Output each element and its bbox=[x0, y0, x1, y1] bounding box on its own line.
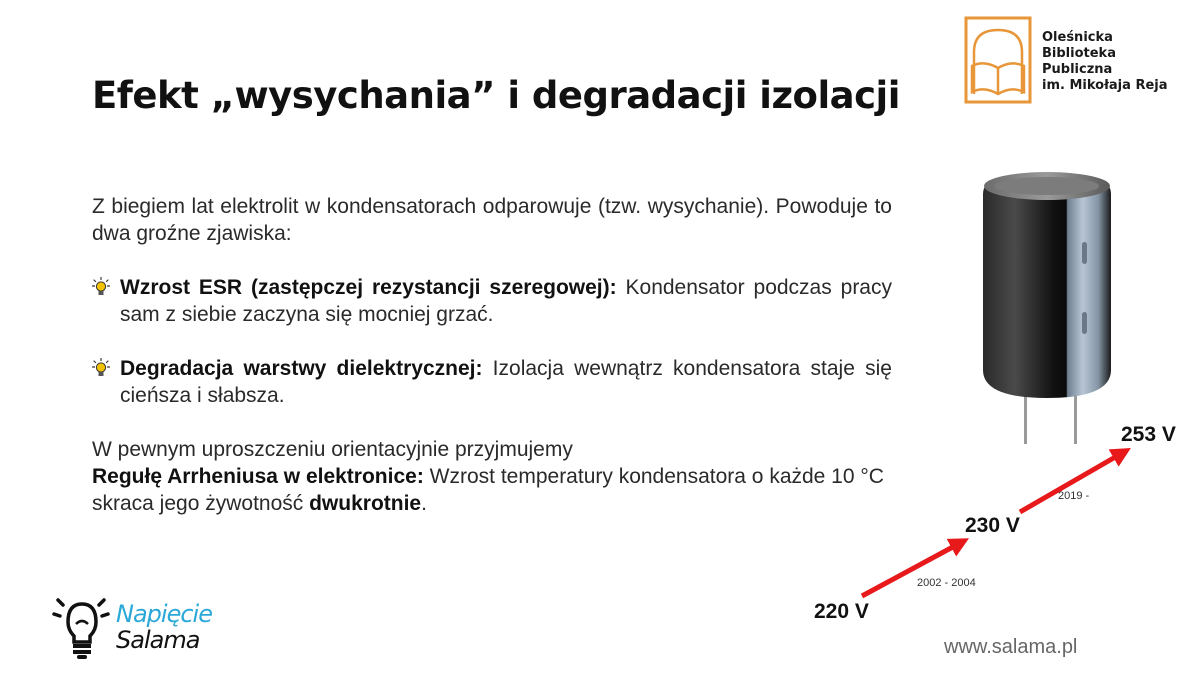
library-book-icon bbox=[964, 16, 1032, 104]
closing-paragraph bbox=[92, 436, 892, 517]
library-name-line: im. Mikołaja Reja bbox=[1042, 78, 1168, 93]
bullet-dielectric bbox=[92, 355, 892, 409]
closing-end: . bbox=[421, 492, 427, 515]
bullet-esr-text: Kondensator podczas pracy sam z siebie zaczyna się mocniej grzać. bbox=[120, 276, 892, 326]
voltage-label-253: 253 V bbox=[1121, 423, 1176, 446]
arrow-230-to-253 bbox=[1020, 452, 1124, 512]
library-logo bbox=[962, 14, 1182, 106]
closing-emphasis: dwukrotnie bbox=[309, 492, 422, 515]
brand-word-napiecie: Napięcie bbox=[116, 600, 212, 628]
capacitor-image bbox=[975, 170, 1125, 448]
slide-title: Efekt „wysychania” i degradacji izolacji bbox=[92, 74, 900, 117]
slide-body bbox=[92, 193, 892, 517]
years-label-253: 2019 - bbox=[1058, 490, 1090, 502]
bullet-esr bbox=[92, 274, 892, 328]
years-label-230: 2002 - 2004 bbox=[917, 577, 976, 589]
lightbulb-logo-icon bbox=[50, 594, 114, 660]
voltage-label-230: 230 V bbox=[965, 514, 1020, 537]
bullet-dielectric-heading: Degradacja warstwy dielektrycznej: bbox=[120, 357, 483, 380]
library-name-line: Biblioteka bbox=[1042, 46, 1116, 61]
bullet-dielectric-text: Izolacja wewnątrz kondensatora staje się cieńsza i słabsza. bbox=[120, 357, 892, 407]
closing-mid: Wzrost temperatury kondensatora o każde 10 °C skraca jego żywotność bbox=[92, 465, 884, 515]
library-name-line: Oleśnicka bbox=[1042, 30, 1113, 45]
intro-paragraph: Z biegiem lat elektrolit w kondensatorach odparowuje (tzw. wysychanie). Powoduje to dwa groźne zjawiska: bbox=[92, 195, 892, 245]
lightbulb-icon bbox=[92, 358, 110, 378]
lightbulb-icon bbox=[92, 277, 110, 297]
arrhenius-rule-label: Regułę Arrheniusa w elektronice: bbox=[92, 465, 424, 488]
voltage-label-220: 220 V bbox=[814, 600, 869, 623]
footer-url: www.salama.pl bbox=[944, 636, 1078, 658]
napiecie-salama-logo bbox=[50, 594, 240, 664]
closing-line1: W pewnym uproszczeniu orientacyjnie przyjmujemy bbox=[92, 438, 573, 461]
library-name-line: Publiczna bbox=[1042, 62, 1113, 77]
brand-word-salama: Salama bbox=[116, 626, 200, 654]
bullet-esr-heading: Wzrost ESR (zastępczej rezystancji szeregowej): bbox=[120, 276, 617, 299]
